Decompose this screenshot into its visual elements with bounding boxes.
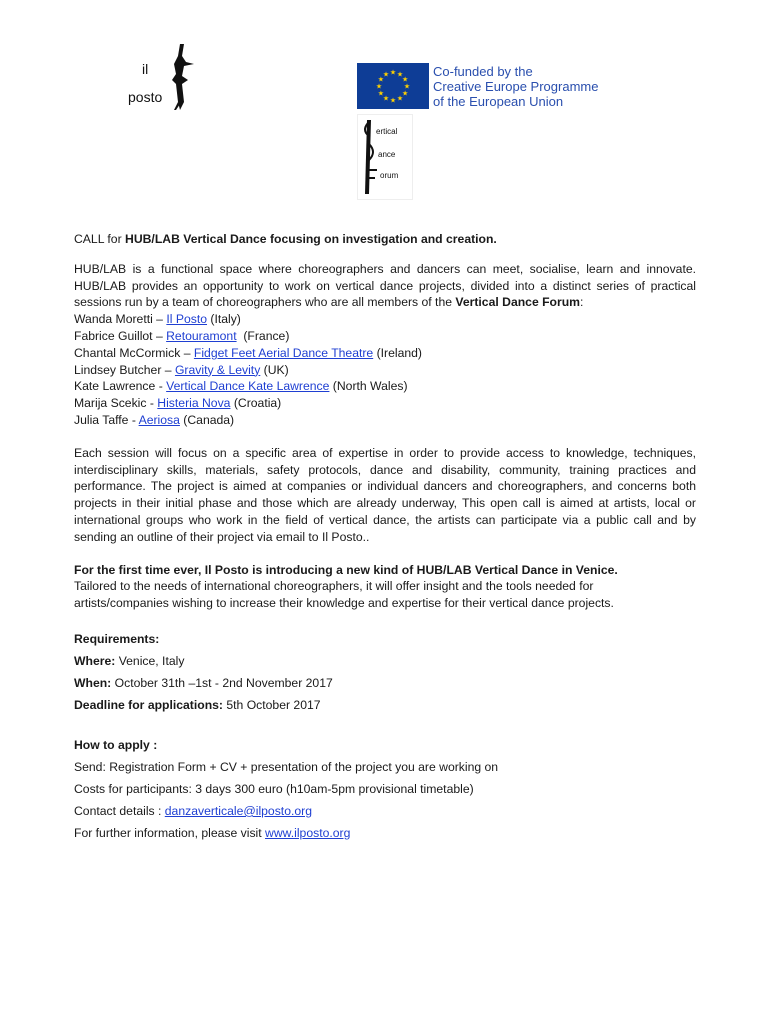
eu-star-icon: ★ <box>389 69 397 77</box>
member-row <box>74 328 696 345</box>
member-row <box>74 311 696 328</box>
dancer-figure-icon <box>124 40 204 120</box>
il-posto-logo <box>124 40 204 120</box>
member-link[interactable]: Retouramont <box>166 328 237 343</box>
eu-star-icon: ★ <box>396 95 404 103</box>
member-link[interactable]: Histeria Nova <box>157 396 231 411</box>
apply-send: Send: Registration Form + CV + presentation of the project you are working on <box>74 759 499 774</box>
member-link[interactable]: Vertical Dance Kate Lawrence <box>166 379 330 394</box>
vertical-dance-forum-logo <box>357 114 413 200</box>
how-to-apply-section <box>74 737 696 842</box>
member-name: Lindsey Butcher – <box>74 362 175 377</box>
contact-email-link[interactable]: danzaverticale@ilposto.org <box>164 803 312 818</box>
where-line <box>74 653 696 670</box>
eu-flag-icon <box>357 63 429 109</box>
eu-text-line2: Creative Europe Programme <box>433 79 599 94</box>
member-link[interactable]: Gravity & Levity <box>174 362 261 377</box>
first-time-bold: For the first time ever, Il Posto is introducing a new kind of HUB/LAB Vertical Dance in Venice. <box>74 562 618 577</box>
first-time-paragraph <box>74 562 696 612</box>
member-name: Fabrice Guillot – <box>74 328 167 343</box>
vdf-word2: ance <box>378 150 396 159</box>
member-country: (North Wales) <box>329 379 408 394</box>
member-name: Marija Scekic - <box>74 396 158 411</box>
member-country: (UK) <box>260 362 289 377</box>
call-bold-title: HUB/LAB Vertical Dance focusing on investigation and creation. <box>125 232 497 246</box>
requirements-heading: Requirements: <box>74 631 160 646</box>
first-time-line3: artists/companies wishing to increase their knowledge and expertise for their vertical dance projects. <box>74 596 614 611</box>
eu-cofunding-text <box>433 64 598 109</box>
info-label: For further information, please visit <box>74 825 266 840</box>
member-row <box>74 378 696 395</box>
session-paragraph: Each session will focus on a specific area of expertise in order to provide access to knowledge, techniques, interdisciplinary skills, materials, safety protocols, dance and disability, community, training practices and performance. The project is aimed at companies or individual dancers and choreographers, and concerns both projects in their initial phase and those which are already underway, This open call is aimed at artists, local or international groups who work in the field of vertical dance, the artists can participate via a public call and by sending an outline of their project via email to Il Posto.. <box>74 445 696 544</box>
where-label: Where: <box>74 653 116 668</box>
when-line <box>74 675 696 692</box>
member-link[interactable]: Fidget Feet Aerial Dance Theatre <box>193 345 374 360</box>
eu-star-icon: ★ <box>377 76 385 84</box>
member-name: Kate Lawrence - <box>74 379 167 394</box>
member-country: (Ireland) <box>373 345 422 360</box>
intro-paragraph <box>74 261 696 311</box>
eu-star-icon: ★ <box>389 97 397 105</box>
eu-star-icon: ★ <box>403 83 411 91</box>
requirements-section <box>74 631 696 714</box>
when-label: When: <box>74 675 112 690</box>
il-posto-logo-line1: il <box>142 61 149 77</box>
where-value: Venice, Italy <box>115 653 185 668</box>
member-country: (Italy) <box>207 312 241 327</box>
eu-star-icon: ★ <box>382 95 390 103</box>
deadline-line <box>74 697 696 714</box>
apply-contact <box>74 803 696 820</box>
member-country: (Croatia) <box>230 396 282 411</box>
eu-star-icon: ★ <box>396 71 404 79</box>
call-prefix: CALL for <box>74 232 126 246</box>
eu-star-icon: ★ <box>375 83 383 91</box>
apply-heading: How to apply : <box>74 737 158 752</box>
first-time-line2: Tailored to the needs of international choreographers, it will offer insight and the tools needed for <box>74 579 594 594</box>
document-body <box>74 231 696 847</box>
deadline-value: 5th October 2017 <box>222 697 321 712</box>
member-country: (France) <box>236 328 290 343</box>
members-list <box>74 311 696 429</box>
eu-text-line3: of the European Union <box>433 94 564 109</box>
apply-info <box>74 825 696 842</box>
member-name: Chantal McCormick – <box>74 345 194 360</box>
il-posto-logo-line2: posto <box>128 89 163 105</box>
eu-cofunding-logo <box>357 63 617 109</box>
eu-star-icon: ★ <box>377 90 385 98</box>
website-link[interactable]: www.ilposto.org <box>265 825 351 840</box>
vdf-word1: ertical <box>376 127 398 136</box>
intro-forum-name: Vertical Dance Forum <box>455 295 581 310</box>
member-country: (Canada) <box>179 412 235 427</box>
member-name: Julia Taffe - <box>74 412 139 427</box>
eu-star-icon: ★ <box>382 71 390 79</box>
member-row <box>74 395 696 412</box>
eu-text-line1: Co-funded by the <box>433 64 533 79</box>
member-link[interactable]: Il Posto <box>166 312 208 327</box>
eu-star-icon: ★ <box>401 90 409 98</box>
apply-costs: Costs for participants: 3 days 300 euro (h10am-5pm provisional timetable) <box>74 781 474 796</box>
intro-text: HUB/LAB is a functional space where choreographers and dancers can meet, socialise, learn and innovate. HUB/LAB provides an opportunity to work on vertical dance projects, divided into a distinct series of practical sessions run by a team of choreographers who are all members of the <box>74 261 696 310</box>
member-row <box>74 345 696 362</box>
when-value: October 31th –1st - 2nd November 2017 <box>111 675 333 690</box>
member-name: Wanda Moretti – <box>74 312 167 327</box>
member-link[interactable]: Aeriosa <box>138 412 180 427</box>
intro-suffix: : <box>580 295 584 310</box>
member-row <box>74 412 696 429</box>
call-title <box>74 231 696 248</box>
eu-star-icon: ★ <box>401 76 409 84</box>
member-row <box>74 362 696 379</box>
deadline-label: Deadline for applications: <box>74 697 223 712</box>
contact-label: Contact details : <box>74 803 165 818</box>
vdf-word3: orum <box>380 171 399 180</box>
